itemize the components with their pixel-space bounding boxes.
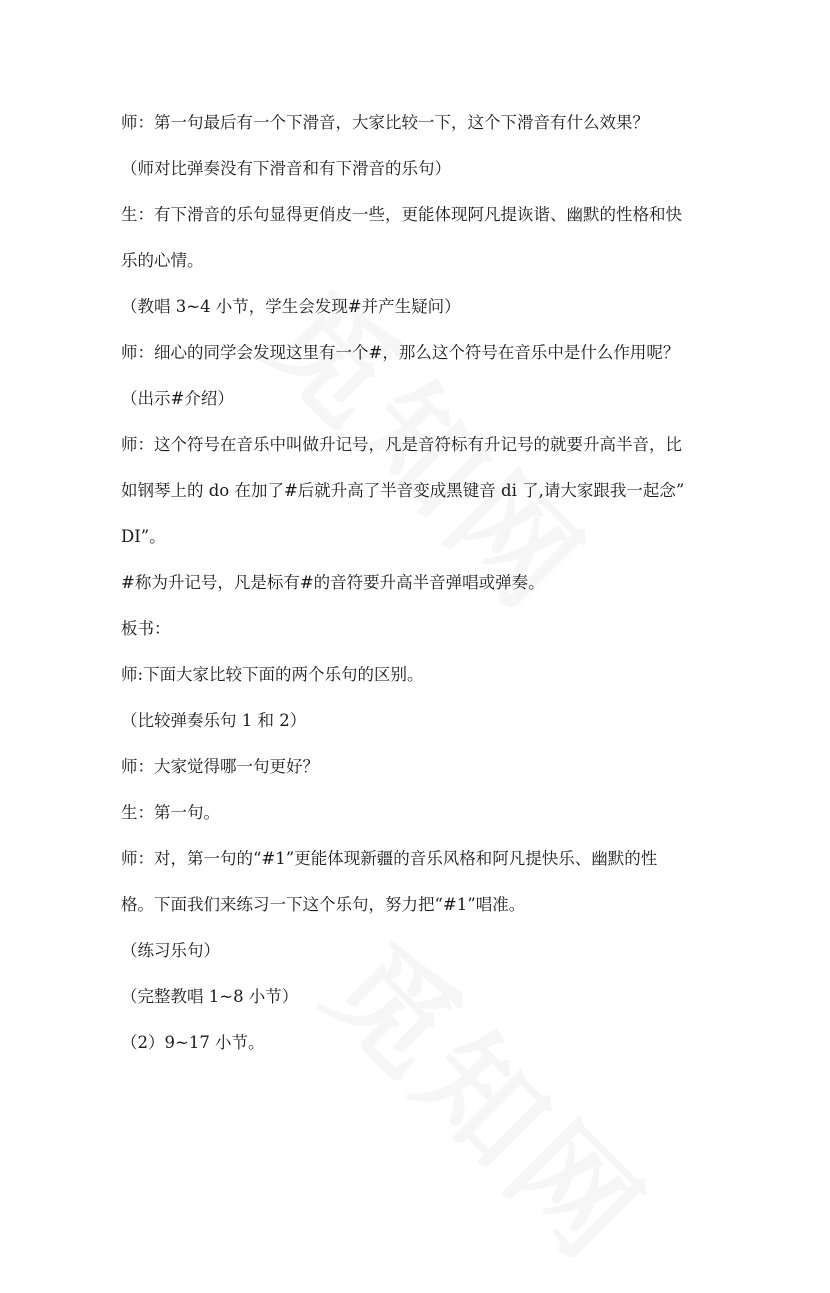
paragraph-line: 师:下面大家比较下面的两个乐句的区别。 [121,665,424,684]
paragraph-line: （出示#介绍） [121,389,234,408]
paragraph-line: （师对比弹奏没有下滑音和有下滑音的乐句） [121,159,451,178]
paragraph-line: 生：第一句。 [121,803,220,822]
paragraph-line: 师：第一句最后有一个下滑音，大家比较一下，这个下滑音有什么效果？ [121,113,649,132]
paragraph-line: 师：细心的同学会发现这里有一个#，那么这个符号在音乐中是什么作用呢？ [121,343,680,362]
paragraph-line: 师：大家觉得哪一句更好？ [121,757,319,776]
paragraph-line: （比较弹奏乐句 1 和 2） [121,711,307,730]
paragraph-line: （完整教唱 1~8 小节） [121,987,299,1006]
paragraph-line: （练习乐句） [121,941,220,960]
paragraph-line: #称为升记号，凡是标有#的音符要升高半音弹唱或弹奏。 [121,573,545,592]
paragraph-line: 师：对，第一句的“#1”更能体现新疆的音乐风格和阿凡提快乐、幽默的性 [121,849,658,868]
paragraph-line: 如钢琴上的 do 在加了#后就升高了半音变成黑键音 di 了,请大家跟我一起念” [121,481,685,500]
paragraph-line: 板书： [121,619,171,638]
paragraph-line: 格。下面我们来练习一下这个乐句，努力把“#1”唱准。 [121,895,526,914]
paragraph-line: （教唱 3~4 小节，学生会发现#并产生疑问） [121,297,461,316]
paragraph-line: （2）9~17 小节。 [121,1033,265,1052]
paragraph-line: DI”。 [121,527,166,546]
paragraph-line: 乐的心情。 [121,251,204,270]
paragraph-line: 师：这个符号在音乐中叫做升记号，凡是音符标有升记号的就要升高半音，比 [121,435,682,454]
paragraph-line: 生：有下滑音的乐句显得更俏皮一些，更能体现阿凡提诙谐、幽默的性格和快 [121,205,682,224]
document-body [121,100,711,1066]
